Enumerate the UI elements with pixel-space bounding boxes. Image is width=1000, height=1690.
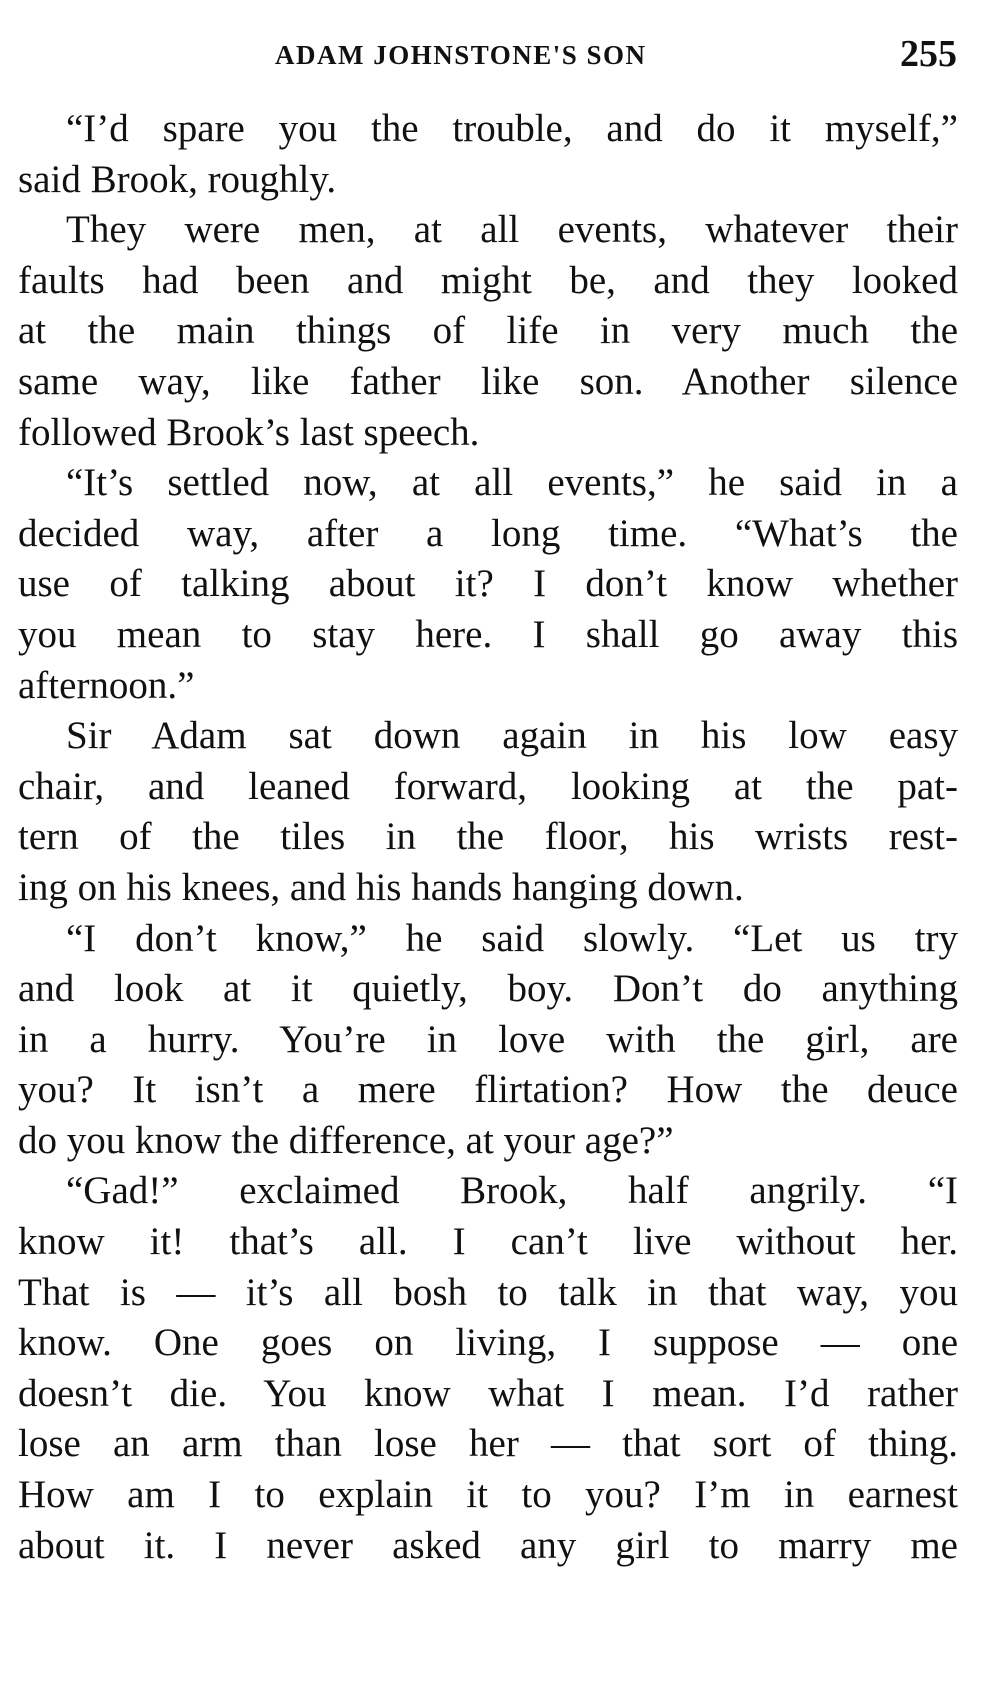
- text-line: at the main things of life in very much the: [18, 309, 958, 353]
- text-line: tern of the tiles in the floor, his wrists rest-: [18, 815, 958, 859]
- text-line: you? It isn’t a mere flirtation? How the deuce: [18, 1068, 958, 1112]
- text-line: use of talking about it? I don’t know whether: [18, 562, 958, 606]
- text-line: decided way, after a long time. “What’s the: [18, 511, 958, 555]
- text-line: know. One goes on living, I suppose — one: [18, 1321, 958, 1365]
- text-line: and look at it quietly, boy. Don’t do anything: [18, 967, 958, 1011]
- running-head: [0, 33, 1000, 86]
- text-line: you mean to stay here. I shall go away this: [18, 612, 958, 656]
- text-line: That is — it’s all bosh to talk in that way, you: [18, 1270, 958, 1314]
- text-line: know it! that’s all. I can’t live without her.: [18, 1220, 958, 1264]
- text-line: faults had been and might be, and they looked: [18, 258, 958, 302]
- text-line: “I don’t know,” he said slowly. “Let us try: [66, 916, 958, 960]
- text-line: “Gad!” exclaimed Brook, half angrily. “I: [66, 1169, 958, 1213]
- text-line: said Brook, roughly.: [18, 157, 337, 201]
- page-number: 255: [900, 33, 957, 75]
- text-line: How am I to explain it to you? I’m in earnest: [18, 1473, 958, 1517]
- text-line: They were men, at all events, whatever their: [66, 208, 958, 252]
- text-line: lose an arm than lose her — that sort of thing.: [18, 1422, 958, 1466]
- text-line: ing on his knees, and his hands hanging down.: [18, 865, 744, 909]
- text-line: “I’d spare you the trouble, and do it myself,”: [66, 107, 958, 150]
- running-title: ADAM JOHNSTONE'S SON: [275, 40, 647, 70]
- text-line: “It’s settled now, at all events,” he said in a: [66, 461, 958, 505]
- text-line: Sir Adam sat down again in his low easy: [66, 714, 958, 758]
- text-line: afternoon.”: [18, 663, 195, 707]
- text-line: about it. I never asked any girl to marry me: [18, 1523, 958, 1567]
- text-line: followed Brook’s last speech.: [18, 410, 480, 454]
- text-line: chair, and leaned forward, looking at the pat-: [18, 764, 958, 808]
- text-line: same way, like father like son. Another silence: [18, 359, 958, 403]
- text-line: in a hurry. You’re in love with the girl, are: [18, 1017, 958, 1061]
- body-text: [18, 104, 958, 1571]
- text-line: doesn’t die. You know what I mean. I’d rather: [18, 1371, 958, 1415]
- text-line: do you know the difference, at your age?”: [18, 1118, 674, 1162]
